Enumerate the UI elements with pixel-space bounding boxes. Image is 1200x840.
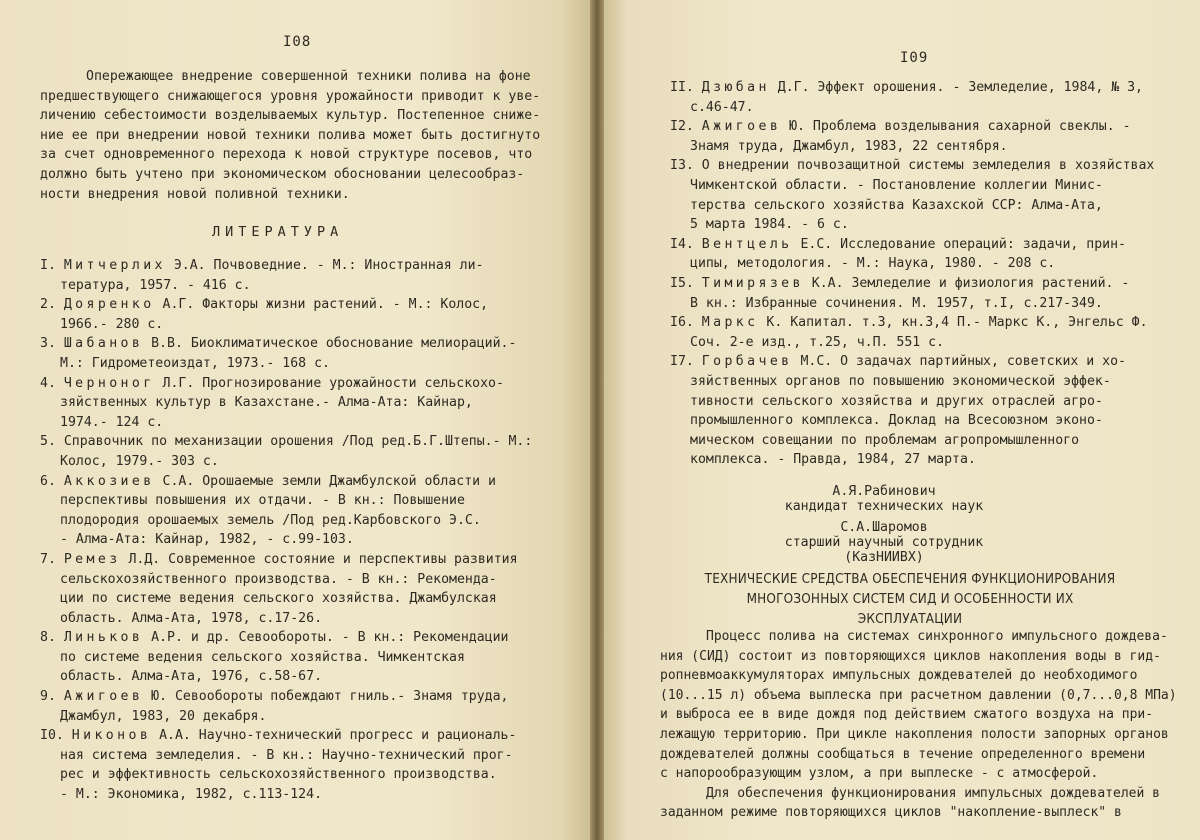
reference-item: [40, 687, 532, 726]
body-line: ропневмоаккумуляторах импульсных дождевателей до необходимого: [660, 668, 1138, 684]
reference-number: 9.: [40, 689, 56, 705]
reference-continuation: комплекса. - Правда, 1984, 27 марта.: [690, 452, 976, 468]
author-role: старший научный сотрудник: [784, 535, 984, 550]
reference-text: К. Капитал. т.3, кн.3,4 П.- Маркс К., Энгельс Ф.: [758, 315, 1148, 331]
author-name: А.Я.Рабинович: [832, 484, 936, 499]
reference-number: 8.: [40, 630, 56, 646]
reference-number: 5.: [40, 434, 56, 450]
reference-continuation: 1974.- 124 с.: [60, 414, 164, 430]
reference-number: I.: [40, 258, 56, 273]
reference-continuation: 5 марта 1984. - 6 с.: [690, 217, 849, 233]
intro-line: за счет одновременного перехода к новой структуре посевов, что: [40, 147, 533, 163]
reference-text: Л.Д. Современное состояние и перспективы развития: [120, 551, 518, 567]
reference-text: А.Р. и др. Севообороты. - В кн.: Рекомендации: [143, 630, 509, 646]
reference-author: Вентцель: [701, 236, 793, 252]
reference-continuation: рес и эффективность сельскохозяйственного производства.: [60, 767, 497, 783]
reference-text: А.Г. Факторы жизни растений. - М.: Колос,: [154, 297, 489, 313]
reference-continuation: область. Алма-Ата, 1976, с.58-67.: [60, 669, 323, 685]
intro-line: Опережающее внедрение совершенной техники полива на фоне: [86, 69, 531, 84]
reference-item: [670, 313, 1154, 352]
reference-text: М.С. О задачах партийных, советских и хо-: [792, 354, 1126, 370]
reference-continuation: с.46-47.: [690, 99, 754, 115]
reference-number: I3.: [670, 158, 694, 174]
body-line: заданном режиме повторяющихся циклов "накопление-выплеск" в: [660, 805, 1122, 821]
reference-text: С.А. Орошаемые земли Джамбулской области и: [154, 473, 496, 489]
reference-number: I2.: [670, 119, 694, 135]
reference-number: I4.: [670, 236, 694, 252]
article-title-line: ТЕХНИЧЕСКИЕ СРЕДСТВА ОБЕСПЕЧЕНИЯ ФУНКЦИОНИРОВАНИЯ: [704, 572, 1116, 587]
reference-item: [40, 256, 532, 295]
reference-text: Л.Г. Прогнозирование урожайности сельскохо-: [154, 375, 504, 391]
reference-first-line: [670, 78, 1154, 98]
reference-continuation: сельскохозяйственного производства. - В кн.: Рекоменда-: [60, 571, 497, 587]
reference-author: Черноног: [63, 375, 155, 391]
reference-continuation: область. Алма-Ата, 1978, с.17-26.: [60, 610, 323, 626]
reference-item: [40, 726, 532, 804]
reference-list-left: [40, 256, 532, 805]
reference-number: I0.: [40, 728, 64, 744]
reference-first-line: [670, 274, 1154, 294]
reference-text: Е.С. Исследование операций: задачи, прин-: [792, 236, 1126, 252]
reference-continuation: Чимкентской области. - Постановление коллегии Минис-: [690, 177, 1103, 193]
reference-list-right: [670, 78, 1154, 470]
reference-text: Д.Г. Эффект орошения. - Земледелие, 1984, № 3,: [769, 80, 1143, 95]
reference-item: [670, 156, 1154, 234]
reference-continuation: плодородия орошаемых земель /Под ред.Карбовского Э.С.: [60, 512, 481, 528]
body-line: Процесс полива на системах синхронного импульсного дождева-: [706, 629, 1168, 644]
reference-number: I5.: [670, 275, 694, 291]
reference-item: [40, 295, 532, 334]
reference-text: О внедрении почвозащитной системы земледелия в хозяйствах: [701, 158, 1155, 174]
reference-author: Дзюбан: [701, 80, 770, 95]
reference-continuation: тивности сельского хозяйства и других отраслей агро-: [690, 393, 1103, 409]
reference-first-line: [670, 235, 1154, 255]
reference-continuation: Джамбул, 1983, 20 декабря.: [60, 708, 267, 724]
reference-number: 6.: [40, 473, 56, 489]
reference-text: Ю. Севообороты побеждают гниль.- Знамя труда,: [143, 689, 509, 705]
reference-author: Ажигоев: [63, 689, 144, 705]
reference-continuation: - М.: Экономика, 1982, с.113-124.: [60, 787, 323, 803]
reference-first-line: [40, 295, 532, 315]
reference-first-line: [40, 334, 532, 354]
reference-number: II.: [670, 80, 694, 95]
reference-item: [40, 334, 532, 373]
reference-text: К.А. Земледелие и физиология растений. -: [803, 275, 1130, 291]
reference-item: [670, 352, 1154, 470]
body-line: с напорообразующим узлом, а при выплеске - с атмосферой.: [660, 766, 1099, 782]
reference-first-line: [670, 156, 1154, 176]
reference-item: [670, 78, 1154, 117]
reference-continuation: - Алма-Ата: Кайнар, 1982, - с.99-103.: [60, 532, 354, 548]
reference-continuation: ная система земледелия. - В кн.: Научно-технический прог-: [60, 747, 513, 763]
reference-first-line: [40, 550, 532, 570]
reference-continuation: зяйственных органов по повышению экономической эффек-: [690, 373, 1111, 389]
reference-author: Маркс: [701, 315, 759, 331]
reference-item: [40, 550, 532, 628]
reference-first-line: [40, 687, 532, 707]
reference-continuation: промышленного комплекса. Доклад на Всесоюзном эконо-: [690, 413, 1103, 429]
intro-line: ности внедрения новой поливной техники.: [40, 186, 350, 202]
authors-block: [754, 484, 1014, 565]
reference-continuation: ции по системе ведения сельского хозяйства. Джамбулская: [60, 591, 497, 607]
reference-first-line: [40, 432, 532, 452]
reference-continuation: 1966.- 280 с.: [60, 316, 164, 332]
page-number-right: I09: [900, 50, 929, 66]
reference-text: Ю. Проблема возделывания сахарной свеклы. -: [781, 119, 1131, 135]
reference-author: Шабанов: [63, 336, 144, 352]
reference-continuation: Колос, 1979.- 303 с.: [60, 453, 219, 469]
reference-number: I6.: [670, 315, 694, 331]
reference-item: [40, 628, 532, 687]
reference-first-line: [670, 117, 1154, 137]
reference-text: А.А. Научно-технический прогресс и рациональ-: [151, 728, 517, 744]
reference-first-line: [40, 374, 532, 394]
book-gutter: [590, 0, 604, 840]
reference-number: 3.: [40, 336, 56, 352]
reference-number: 2.: [40, 297, 56, 313]
author-role: кандидат технических наук: [784, 499, 984, 514]
reference-number: 7.: [40, 551, 56, 567]
reference-item: [40, 374, 532, 433]
body-line: и выброса ее в виде дождя под действием сжатого воздуха на при-: [660, 707, 1154, 723]
reference-text: Э.А. Почвоведние. - М.: Иностранная ли-: [165, 258, 484, 273]
reference-continuation: мическом совещании по проблемам агропромышленного: [690, 432, 1080, 448]
reference-first-line: [40, 472, 532, 492]
intro-line: ние ее при внедрении новой техники полива может быть достигнуто: [40, 127, 541, 143]
reference-continuation: терства сельского хозяйства Казахской ССР: Алма-Ата,: [690, 197, 1103, 213]
intro-paragraph: [40, 67, 540, 204]
page-number-left: I08: [283, 34, 312, 50]
reference-item: [670, 117, 1154, 156]
reference-continuation: зяйственных культур в Казахстане.- Алма-Ата: Кайнар,: [60, 395, 473, 411]
reference-item: [40, 472, 532, 550]
reference-first-line: [40, 726, 532, 746]
reference-author: Ажигоев: [701, 119, 782, 135]
body-line: ния (СИД) состоит из повторяющихся циклов накопления воды в гид-: [660, 648, 1161, 664]
intro-line: личению себестоимости возделываемых культур. Постепенное сниже-: [40, 108, 541, 124]
reference-item: [670, 235, 1154, 274]
reference-author: Митчерлих: [63, 258, 166, 273]
reference-item: [670, 274, 1154, 313]
reference-text: В.В. Биоклиматическое обоснование мелиораций.-: [143, 336, 517, 352]
reference-continuation: по системе ведения сельского хозяйства. Чимкентская: [60, 649, 465, 665]
reference-continuation: перспективы повышения их отдачи. - В кн.: Повышение: [60, 493, 465, 509]
right-page: [604, 0, 1200, 840]
body-line: дождевателей должны сообщаться в течение определенного времени: [660, 746, 1146, 762]
reference-author: Горбачев: [701, 354, 793, 370]
reference-author: Аккозиев: [63, 473, 155, 489]
reference-continuation: ципы, методология. - М.: Наука, 1980. - 208 с.: [690, 256, 1056, 272]
intro-line: предшествующего снижающегося уровня урожайности приводит к уве-: [40, 88, 541, 104]
reference-author: Тимирязев: [701, 275, 804, 291]
reference-continuation: Знамя труда, Джамбул, 1983, 22 сентября.: [690, 138, 1008, 154]
reference-continuation: тература, 1957. - 416 с.: [60, 277, 251, 293]
reference-author: Никонов: [71, 728, 152, 744]
reference-first-line: [40, 628, 532, 648]
body-line: Для обеспечения функционирования импульсных дождевателей в: [706, 785, 1160, 801]
author-name: С.А.Шаромов: [840, 520, 928, 535]
author-organization: (КазНИИВХ): [844, 550, 924, 565]
reference-item: [40, 432, 532, 471]
reference-continuation: Соч. 2-е изд., т.25, ч.П. 551 с.: [690, 334, 945, 350]
body-line: (10...15 л) объема выплеска при расчетном давлении (0,7...0,8 МПа): [660, 687, 1177, 703]
reference-number: I7.: [670, 354, 694, 370]
reference-author: Дояренко: [63, 297, 155, 313]
body-line: лежащую территорию. При цикле накопления полости запорных органов: [660, 726, 1169, 742]
reference-continuation: М.: Гидрометеоиздат, 1973.- 168 с.: [60, 355, 330, 371]
reference-first-line: [40, 256, 532, 276]
reference-number: 4.: [40, 375, 56, 391]
reference-text: Справочник по механизации орошения /Под ред.Б.Г.Штепы.- М.:: [63, 434, 533, 450]
article-body: [660, 627, 1177, 823]
intro-line: должно быть учтено при экономическом обосновании целесообраз-: [40, 166, 525, 182]
reference-author: Линьков: [63, 630, 144, 646]
reference-author: Ремез: [63, 551, 121, 567]
reference-continuation: В кн.: Избранные сочинения. М. 1957, т.I, с.217-349.: [690, 295, 1103, 311]
reference-first-line: [670, 352, 1154, 372]
reference-first-line: [670, 313, 1154, 333]
left-page: [0, 0, 590, 840]
literature-heading: ЛИТЕРАТУРА: [212, 224, 344, 240]
article-title-line: МНОГОЗОННЫХ СИСТЕМ СИД И ОСОБЕННОСТИ ИХ ЭКСПЛУАТАЦИИ: [746, 592, 1074, 627]
article-title: [700, 570, 1120, 630]
